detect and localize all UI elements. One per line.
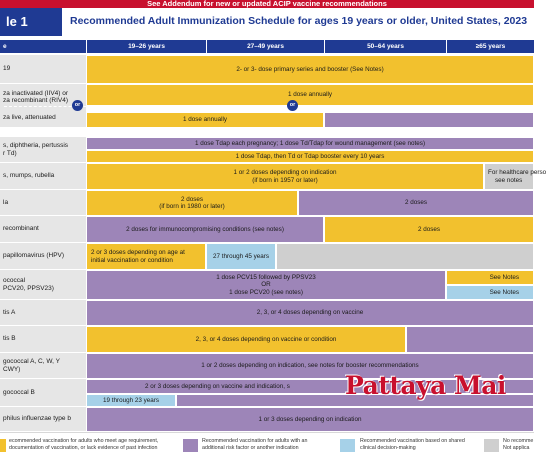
legend [0,432,534,462]
vaccine-column-header: e [3,43,7,50]
or-badge: or [287,100,298,111]
legend-swatch-yellow [0,439,6,452]
age-header-row [0,40,534,53]
legend-swatch-purple [183,439,198,452]
tdap-pregnancy-bar: 1 dose Tdap each pregnancy; 1 dose Td/Tdap for wound management (see notes) [86,137,534,150]
row-label-line: za recombinant (RIV4) [3,97,69,105]
hepatitis-a-bar: 2, 3, or 4 doses depending on vaccine [86,300,534,326]
row-label-covid [0,55,86,84]
mmr-healthcare-bar [484,163,546,190]
row-label-line: gococcal B [3,388,35,396]
or-badge: or [72,100,83,111]
legend-text-purple [202,438,307,451]
hpv-no-recommendation-bar [276,243,534,270]
bar-line: (if born in 1957 or later) [252,176,318,184]
legend-line: clinical decision-making [360,444,416,451]
row-label-hepatitis-a [0,300,86,326]
bar-line: OR [261,281,271,289]
legend-text-blue [360,438,465,451]
menacwy-bar: 1 or 2 doses depending on indication, see notes for booster recommendations [86,353,534,379]
legend-line: Recommended vaccination based on shared [360,438,465,444]
row-label-line: PCV20, PPSV23) [3,284,54,292]
zoster-immunocompromised-bar: 2 doses for immunocompromising conditions (see notes) [86,216,324,243]
hpv-bar [86,243,206,270]
row-label-mmr [0,163,86,190]
age-header-65-plus: ≥65 years [446,40,534,53]
pattaya-mail-watermark: Pattaya Mai [345,371,506,400]
hib-bar: 1 or 3 doses depending on indication [86,407,534,432]
row-label-line: 19 [3,65,11,73]
menb-shared-decision-bar: 19 through 23 years [86,394,176,407]
row-label-line: s, diphtheria, pertussis [3,142,69,149]
row-label-line: za inactivated (IIV4) or [3,89,69,97]
row-label-line: za live, attenuated [3,113,56,121]
row-label-zoster [0,216,86,243]
pneumococcal-notes-yellow: See Notes [446,270,534,285]
row-label-line: tis B [3,335,16,343]
bar-line: (if born in 1980 or later) [159,203,225,210]
covid-bar: 2- or 3- dose primary series and booster (See Notes) [86,55,534,84]
row-label-tdap [0,137,86,163]
row-label-menb [0,379,86,407]
row-label-hepatitis-b [0,326,86,353]
bar-line: For healthcare perso [488,169,546,176]
row-label-line: CWY) [3,365,21,373]
mmr-bar [86,163,484,190]
influenza-inactivated-bar: 1 dose annually [86,84,534,106]
table-label: le 1 [0,8,62,36]
legend-swatch-gray [484,439,499,452]
bar-line: 1 dose PCV20 (see notes) [229,288,303,296]
schedule-title: Recommended Adult Immunization Schedule for ages 19 years or older, United States, 2023 [70,15,528,27]
influenza-or-divider [4,106,290,107]
legend-text-gray [503,438,533,451]
age-header-50-64: 50–64 years [324,40,446,53]
legend-line: Recommended vaccination for adults with an [202,438,308,444]
legend-line: additional risk factor or another indication [202,444,299,451]
row-label-line: tis A [3,308,16,316]
influenza-live-risk-bar [324,112,534,128]
legend-text-yellow [9,438,158,451]
row-label-line: philus influenzae type b [3,415,71,423]
bar-line: 1 or 2 doses depending on indication [233,169,337,176]
row-label-line: ococcal [3,277,26,284]
row-label-pneumococcal [0,270,86,300]
title-bar [0,8,534,36]
bar-line: see notes [495,176,523,184]
hepatitis-b-bar: 2, 3, or 4 doses depending on vaccine or condition [86,326,406,353]
row-label-line: la [3,198,9,206]
bar-line: 1 dose PCV15 followed by PPSV23 [216,273,316,281]
bar-line: 2 doses [180,195,204,203]
row-label-varicella [0,190,86,216]
row-label-hpv [0,243,86,270]
row-label-hib [0,407,86,432]
legend-swatch-blue [340,439,355,452]
row-label-line: s, mumps, rubella [3,172,55,180]
addendum-banner[interactable]: See Addendum for new or updated ACIP vaccine recommendations [0,0,534,8]
legend-line: Not applica [503,444,530,451]
zoster-bar: 2 doses [324,216,534,243]
age-header-27-49: 27–49 years [206,40,324,53]
pneumococcal-bar [86,270,446,300]
bar-line: 2 or 3 doses depending on age at [91,249,185,256]
row-label-menacwy [0,353,86,379]
bar-line: initial vaccination or condition [91,256,173,264]
influenza-live-bar: 1 dose annually [86,112,324,128]
varicella-risk-bar: 2 doses [298,190,534,216]
menb-bar: 2 or 3 doses depending on vaccine and indication, s [86,379,534,394]
varicella-bar [86,190,298,216]
legend-line: No recomme [503,438,534,444]
pneumococcal-notes-blue: See Notes [446,285,534,300]
row-label-line: recombinant [3,225,39,233]
row-label-line: r Td) [3,149,17,157]
row-label-line: gococcal A, C, W, Y [3,358,60,365]
tdap-booster-bar: 1 dose Tdap, then Td or Tdap booster every 10 years [86,150,534,163]
hpv-shared-decision-bar: 27 through 45 years [206,243,276,270]
legend-line: ecommended vaccination for adults who meet age requirement, [9,438,159,444]
hepatitis-b-risk-bar [406,326,534,353]
age-header-19-26: 19–26 years [86,40,206,53]
legend-line: documentation of vaccination, or lack evidence of past infection [9,444,158,451]
row-label-line: papillomavirus (HPV) [3,252,65,260]
